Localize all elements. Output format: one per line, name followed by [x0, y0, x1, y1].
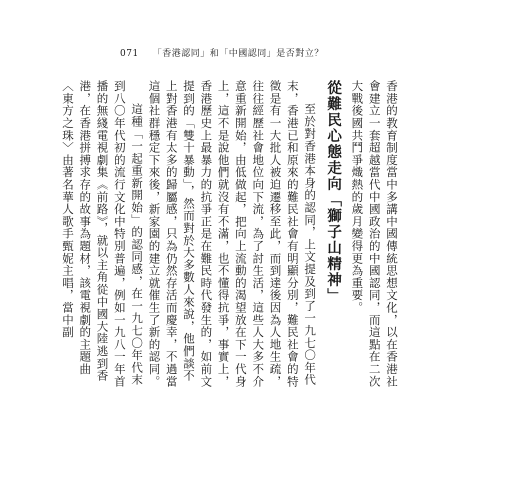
section-heading: 從難民心態走向「獅子山精神」	[325, 80, 343, 304]
page-number: 071	[120, 49, 139, 59]
paragraph-1: 至於對香港本身的認同，上文提及到了一九七〇年代末，香港已和原來的難民社會有明顯分別，難民社會的特徵是有一大批人被迫遷移至此，而到達後因為人地生疏，往往經歷社會地位向下流，為了討生活，這些人大多不介意重新開始，由低做起，把向上流動的渴望放在下一代身上，這不是說他們就沒有不滿，也不懂得抗爭，事實上，香港歷史上最暴力的抗爭正是在難民時代發生的，如前文提到的「雙十暴動」，然而對於大多數人來說，他們談不上對香港有太多的歸屬感，只為仍然存活而慶幸，不過當這個社群穩定下來後，新家園的建立就催生了新的認同。	[147, 80, 318, 388]
running-title: 「香港認同」和「中國認同」是否對立？	[152, 49, 324, 59]
running-header	[120, 46, 324, 59]
vertical-text-block	[59, 80, 400, 390]
paragraph-2: 這種「一起重新開始」的認同感，在一九七〇年代末到八〇年代初的流行文化中特別普遍，例如一九八一年首播的無綫電視劇集《前路》，就以主角從中國大陸逃到香港，在香港拼搏求存的故事為題材，該電視劇的主題曲〈東方之珠〉由著名華人歌手甄妮主唱，當中副	[60, 80, 145, 388]
paragraph-intro: 香港的教育制度當中多講中國傳統思想文化，以在香港社會建立一套超越當代中國政治的中國認同，而這點在二次大戰後國共鬥爭熾熱的歲月變得更為重要。	[350, 80, 399, 388]
